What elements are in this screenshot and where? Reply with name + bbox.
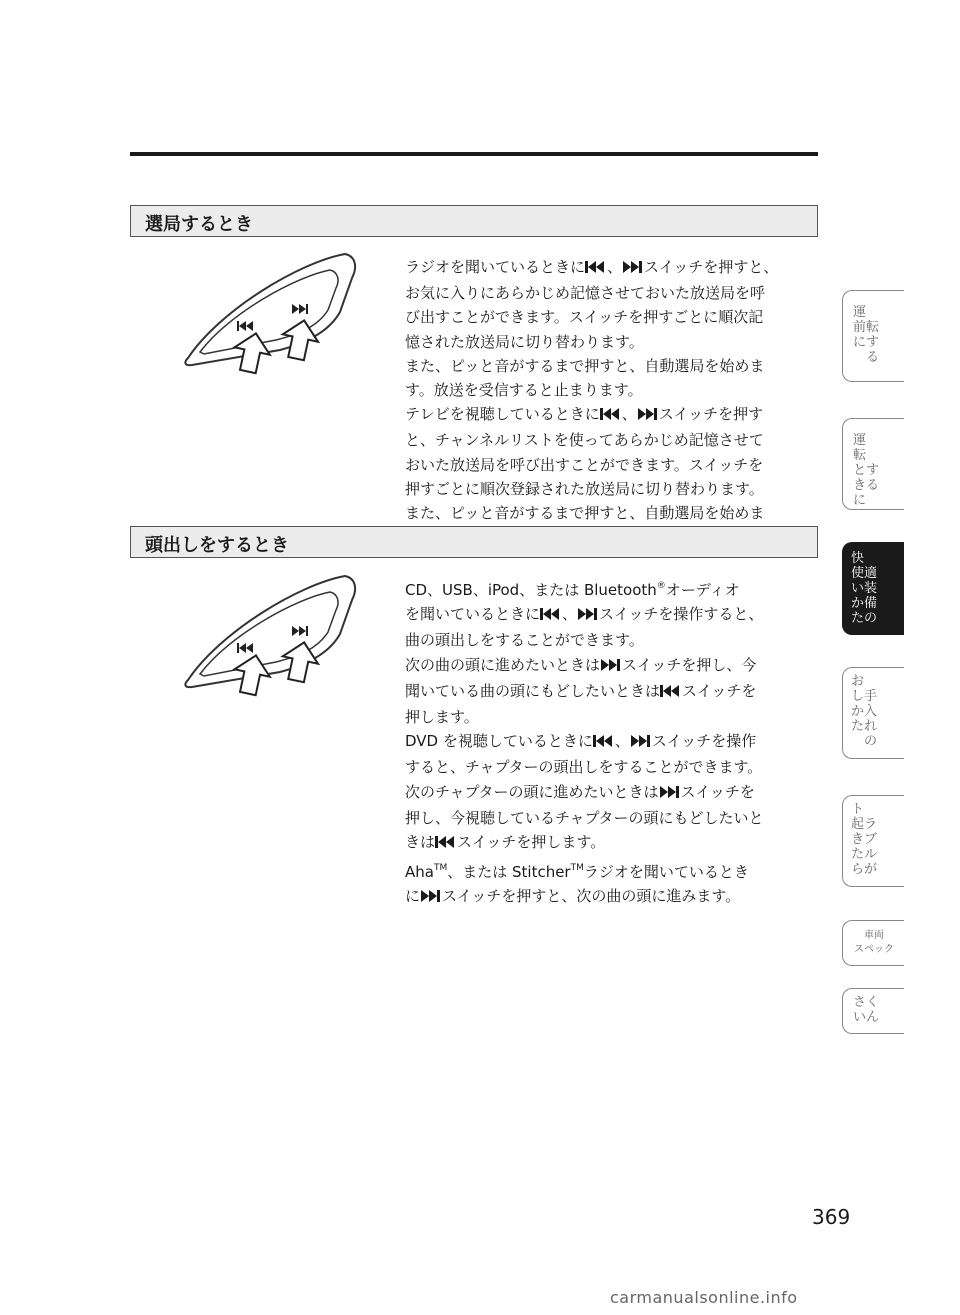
top-rule [130,152,818,156]
text-line [405,330,820,354]
skip-forward-icon [600,655,622,679]
text-run: おいた放送局を呼び出すことができます。スイッチを [405,455,764,474]
text-run: スイッチを押します。 [457,833,606,852]
skip-back-icon [593,731,615,755]
chapter-tab[interactable] [842,667,904,759]
text-run: を聞いているときに [405,605,541,624]
steering-switch-illustration [180,562,360,702]
text-run: スイッチを操作すると、 [599,605,764,624]
text-line [405,354,820,378]
trademark-mark: TM [433,863,448,874]
text-line [405,679,820,705]
text-line [405,729,820,755]
text-run: スイッチを押すと、 [644,258,779,276]
text-line [405,780,820,806]
text-run: スイッチを [682,681,757,700]
skip-forward-icon [637,404,659,428]
text-line [405,628,820,652]
text-run: スイッチを押し、今 [622,655,757,674]
skip-forward-icon [659,782,681,806]
skip-forward-icon [630,731,652,755]
text-line [405,574,820,602]
text-line [405,453,820,477]
text-run: 、 [607,258,623,276]
section-title: 選局するとき [145,214,253,235]
registered-mark: ® [656,581,666,591]
section-title: 頭出しをするとき [145,535,289,556]
text-run: 押すごとに順次登録された放送局に切り替わります。 [405,479,764,498]
text-run: 、 [562,605,578,624]
text-run: 、 [614,732,630,751]
text-run: ラジオを聞いているときに [405,258,586,276]
text-line [405,856,820,884]
skip-forward-icon [577,604,599,628]
text-run: 押し、今視聴しているチャプターの頭にもどしたいと [405,808,764,827]
page-number: 369 [812,1205,851,1229]
text-run: また、ピッと音がするまで押すと、自動選局を始めま [405,504,765,523]
text-run: び出すことができます。スイッチを押すごとに順次記 [405,308,764,327]
text-run: 、または Stitcher [447,863,571,882]
text-run: テレビを視聴しているときに [405,405,600,424]
text-line [405,755,820,779]
text-line [405,830,820,856]
skip-forward-icon [420,886,442,910]
text-run: スイッチを押す [658,405,764,424]
text-run: また、ピッと音がするまで押すと、自動選局を始めま [405,356,765,375]
chapter-tab-label: さく いん [853,995,880,1025]
text-line [405,477,820,501]
chapter-tab-label: 運 転 とす きる に [853,433,880,508]
skip-back-icon [660,681,682,705]
text-run: お気に入りにあらかじめ記憶させておいた放送局を呼 [405,284,766,303]
chapter-tab[interactable] [842,988,904,1034]
text-run: スイッチを [680,782,755,801]
text-line [405,255,820,281]
trademark-mark: TM [570,863,584,874]
chapter-tab[interactable] [842,920,904,966]
text-run: す。放送を受信すると止まります。 [405,381,643,400]
section-body-2 [405,574,820,911]
steering-switch-illustration [180,240,360,380]
text-line [405,402,820,428]
text-line [405,501,820,525]
skip-back-icon [540,604,562,628]
text-run: に [405,887,421,906]
section-heading-station-select [130,205,818,237]
text-line [405,602,820,628]
chapter-tab-label: 車両 スペック [854,930,894,955]
chapter-tab[interactable] [842,542,904,635]
text-line [405,378,820,402]
text-line [405,705,820,729]
chapter-tab-label: 快 使適 い装 か備 たの [851,551,878,626]
chapter-tab[interactable] [842,795,904,887]
text-run: Aha [405,863,434,882]
chapter-tab-label: 運 前転 にす る [853,305,880,365]
skip-forward-icon [622,257,644,281]
text-line [405,305,820,329]
text-line [405,806,820,830]
text-run: CD、USB、iPod、または Bluetooth [405,581,657,599]
text-run: スイッチを押すと、次の曲の頭に進みます。 [442,887,741,906]
text-run: ラジオを聞いているとき [583,863,749,882]
text-run: 次のチャプターの頭に進めたいときは [405,782,659,801]
skip-back-icon [585,257,607,281]
text-run: 聞いている曲の頭にもどしたいときは [405,681,661,700]
skip-back-icon [435,832,457,856]
watermark: carmanualsonline.info [610,1288,798,1307]
text-line [405,281,820,305]
chapter-tab-label: ト 起ラ きブ たル らが [851,802,878,877]
text-run: スイッチを操作 [651,732,757,751]
text-line [405,884,820,910]
text-run: DVD を視聴しているときに [405,732,593,751]
section-body-1 [405,255,820,549]
section-heading-track-skip [130,526,818,558]
text-run: すると、チャプターの頭出しをすることができます。 [405,758,763,777]
text-run: 、 [621,405,637,424]
chapter-tab-label: お し手 か入 たれ の [851,674,878,749]
skip-back-icon [600,404,622,428]
text-run: 憶された放送局に切り替わります。 [405,332,644,351]
text-line [405,428,820,452]
text-run: 押します。 [405,708,479,727]
text-run: オーディオ [665,581,740,599]
text-line [405,653,820,679]
text-run: と、チャンネルリストを使ってあらかじめ記憶させて [405,431,764,450]
text-run: 曲の頭出しをすることができます。 [405,631,644,650]
text-run: 次の曲の頭に進めたいときは [405,655,601,674]
chapter-tab[interactable] [842,290,904,382]
chapter-tab[interactable] [842,418,904,510]
text-run: きは [405,833,436,852]
